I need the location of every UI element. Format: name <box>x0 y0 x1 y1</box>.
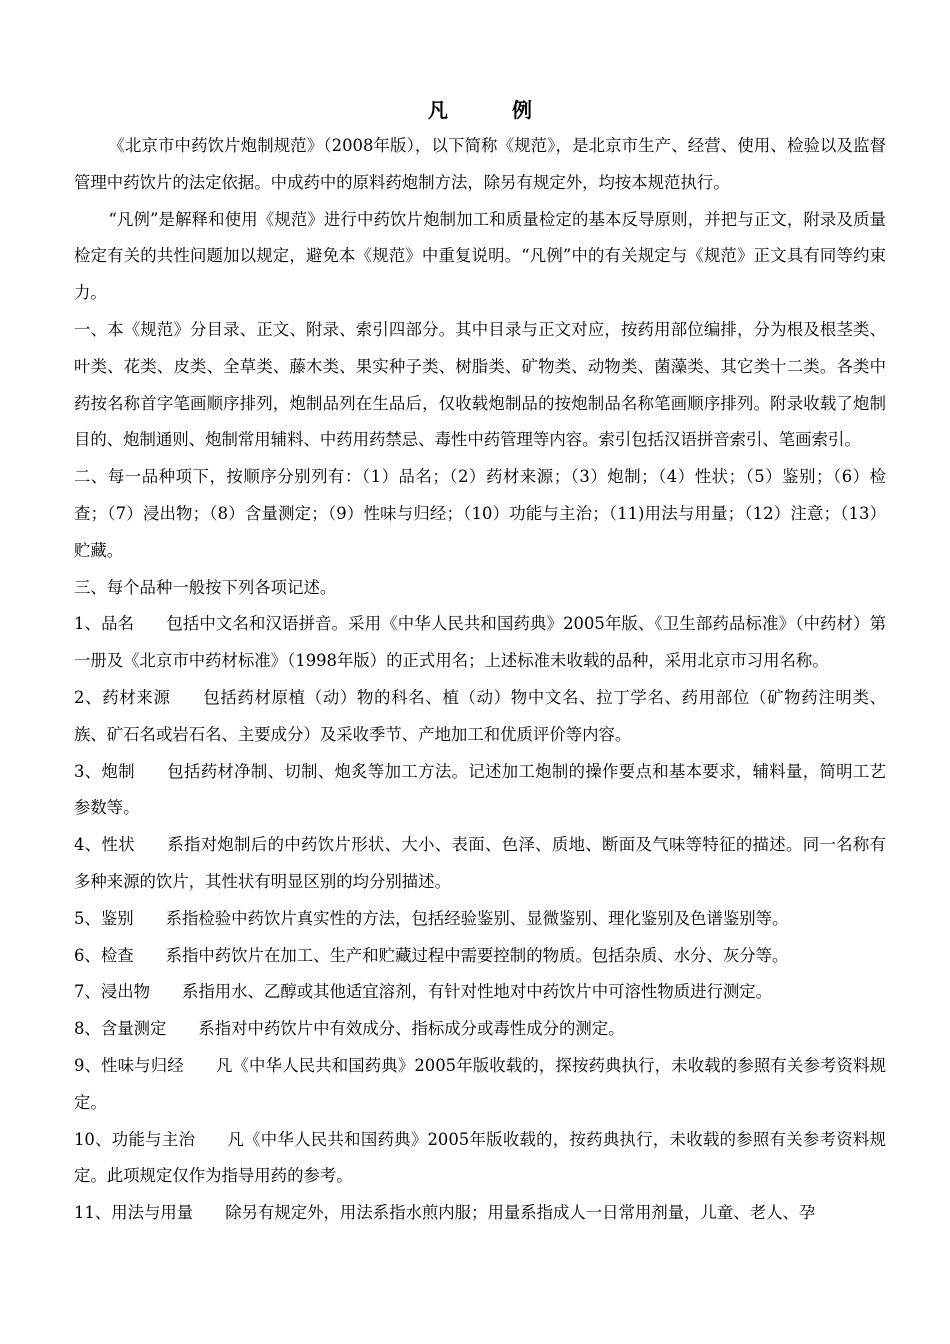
item-jiancha <box>74 938 886 975</box>
item-text: 系指对炮制后的中药饮片形状、大小、表面、色泽、质地、断面及气味等特征的描述。同一名称有多种来源的饮片，其性状有明显区别的均分别描述。 <box>74 835 886 891</box>
item-term: 4、性状 <box>74 835 135 855</box>
item-term: 9、性味与归经 <box>74 1055 184 1075</box>
item-term: 3、炮制 <box>74 761 135 781</box>
item-pinming <box>74 606 886 680</box>
item-term: 2、药材来源 <box>74 687 171 707</box>
item-term: 1、品名 <box>74 614 135 634</box>
item-jinchuwu <box>74 974 886 1011</box>
item-term: 11、用法与用量 <box>74 1203 194 1223</box>
item-text: 凡《中华人民共和国药典》2005年版收载的，探按药典执行，未收载的参照有关参考资料规定。 <box>74 1055 886 1112</box>
document-page <box>74 92 886 1232</box>
section-two: 二、每一品种项下，按顺序分别列有：（1）品名；（2）药材来源；（3）炮制；（4）性状；（5）鉴别；（6）检查；（7）浸出物；（8）含量测定；（9）性味与归经；（10）功能与主治；（11)用法与用量；（12）注意；（13）贮藏。 <box>74 467 886 560</box>
page-title: 凡 例 <box>428 98 554 122</box>
item-hanliang-ceding <box>74 1011 886 1048</box>
item-text: 系指检验中药饮片真实性的方法，包括经验鉴别、显微鉴别、理化鉴别及色谱鉴别等。 <box>165 908 789 928</box>
item-text: 系指中药饮片在加工、生产和贮藏过程中需要控制的物质。包括杂质、水分、灰分等。 <box>165 945 789 965</box>
item-term: 7、浸出物 <box>74 982 150 1002</box>
item-term: 10、功能与主治 <box>74 1129 196 1149</box>
item-yongfa-yongliang <box>74 1195 886 1232</box>
item-text: 凡《中华人民共和国药典》2005年版收载的，按药典执行，未收载的参照有关参考资料规定。此项规定仅作为指导用药的参考。 <box>74 1129 886 1186</box>
item-text: 包括药材原植（动）物的科名、植（动）物中文名、拉丁学名、药用部位（矿物药注明类、族、矿石名或岩石名、主要成分）及采收季节、产地加工和优质评价等内容。 <box>74 687 886 744</box>
item-term: 5、鉴别 <box>74 908 134 928</box>
item-gongneng-zhuzhi <box>74 1122 886 1196</box>
item-text: 包括药材净制、切制、炮炙等加工方法。记述加工炮制的操作要点和基本要求，辅料量，简明工艺参数等。 <box>74 761 886 818</box>
item-xingwei-guijing <box>74 1048 886 1122</box>
item-xingzhuang <box>74 827 886 901</box>
item-term: 8、含量测定 <box>74 1019 167 1039</box>
item-term: 6、检查 <box>74 945 134 965</box>
section-three: 三、每个品种一般按下列各项记述。 <box>74 577 337 597</box>
intro-paragraph-1: 《北京市中药饮片炮制规范》（2008年版），以下简称《规范》，是北京市生产、经营、使用、检验以及监督管理中药饮片的法定依据。中成药中的原料药炮制方法，除另有规定外，均按本规范执行。 <box>74 136 886 192</box>
item-text: 系指用水、乙醇或其他适宜溶剂，有针对性地对中药饮片中可溶性物质进行测定。 <box>182 982 773 1002</box>
item-jianbie <box>74 901 886 938</box>
section-one: 一、本《规范》分目录、正文、附录、索引四部分。其中目录与正文对应，按药用部位编排，分为根及根茎类、叶类、花类、皮类、全草类、藤木类、果实种子类、树脂类、矿物类、动物类、菌藻类、其它类十二类。各类中药按名称首字笔画顺序排列，炮制品列在生品后，仅收载炮制品的按炮制品名称笔画顺序排列。附录收载了炮制目的、炮制通则、炮制常用辅料、中药用药禁忌、毒性中药管理等内容。索引包括汉语拼音索引、笔画索引。 <box>74 319 886 450</box>
item-text: 包括中文名和汉语拼音。采用《中华人民共和国药典》2005年版、《卫生部药品标准》（中药材）第一册及《北京市中药材标准》（1998年版）的正式用名；上述标准未收载的品种，采用北京市习用名称。 <box>74 614 886 671</box>
item-text: 除另有规定外，用法系指水煎内服；用量系指成人一日常用剂量，儿童、老人、孕 <box>225 1203 816 1223</box>
intro-paragraph-2: “凡例”是解释和使用《规范》进行中药饮片炮制加工和质量检定的基本反导原则，并把与正文，附录及质量检定有关的共性问题加以规定，避免本《规范》中重复说明。“凡例”中的有关规定与《规范》正文具有同等约束力。 <box>74 209 886 303</box>
item-paozhi <box>74 754 886 828</box>
item-yaocai-laiyuan <box>74 680 886 754</box>
item-text: 系指对中药饮片中有效成分、指标成分或毒性成分的测定。 <box>198 1019 625 1039</box>
